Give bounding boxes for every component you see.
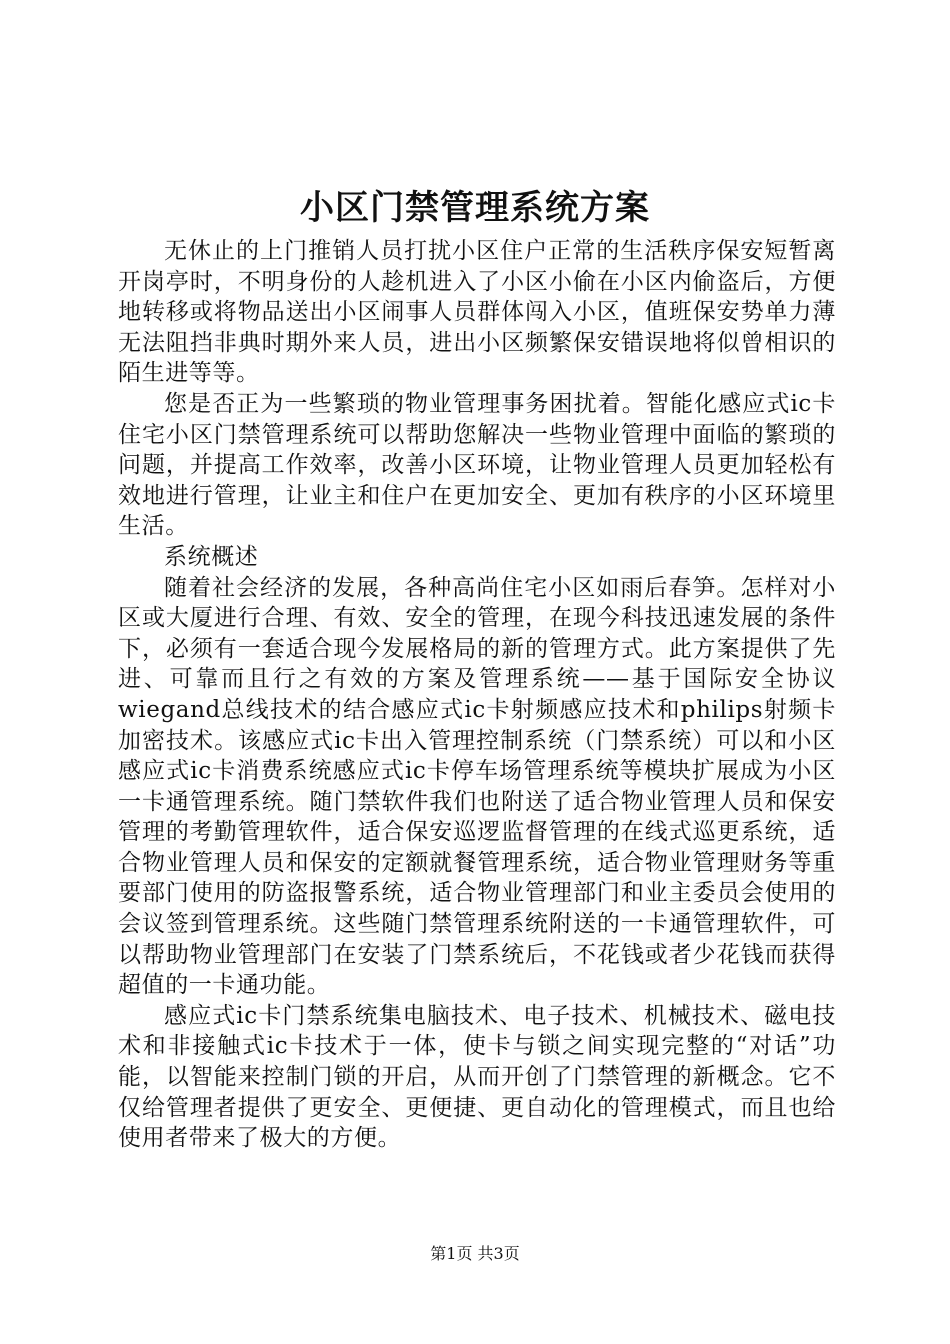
- page-footer: 第1页 共3页: [430, 1244, 520, 1263]
- paragraph-technology: 感应式ic卡门禁系统集电脑技术、电子技术、机械技术、磁电技术和非接触式ic卡技术于一体，使卡与锁之间实现完整的“对话”功能，以智能来控制门锁的开启，从而开创了门禁管理的新概念。它不仅给管理者提供了更安全、更便捷、更自动化的管理模式，而且也给使用者带来了极大的方便。: [118, 1002, 836, 1152]
- paragraph-benefits: 您是否正为一些繁琐的物业管理事务困扰着。智能化感应式ic卡住宅小区门禁管理系统可以帮助您解决一些物业管理中面临的繁琐的问题，并提高工作效率，改善小区环境，让物业管理人员更加轻松有效地进行管理，让业主和住户在更加安全、更加有秩序的小区环境里生活。: [118, 390, 836, 540]
- document-body: [118, 236, 836, 1154]
- paragraph-overview: 随着社会经济的发展，各种高尚住宅小区如雨后春笋。怎样对小区或大厦进行合理、有效、安全的管理，在现今科技迅速发展的条件下，必须有一套适合现今发展格局的新的管理方式。此方案提供了先进、可靠而且行之有效的方案及管理系统——基于国际安全协议wiegand总线技术的结合感应式ic卡射频感应技术和philips射频卡加密技术。该感应式ic卡出入管理控制系统（门禁系统）可以和小区感应式ic卡消费系统感应式ic卡停车场管理系统等模块扩展成为小区一卡通管理系统。随门禁软件我们也附送了适合物业管理人员和保安管理的考勤管理软件，适合保安巡逻监督管理的在线式巡更系统，适合物业管理人员和保安的定额就餐管理系统，适合物业管理财务等重要部门使用的防盗报警系统，适合物业管理部门和业主委员会使用的会议签到管理系统。这些随门禁管理系统附送的一卡通管理软件，可以帮助物业管理部门在安装了门禁系统后，不花钱或者少花钱而获得超值的一卡通功能。: [118, 574, 836, 999]
- page-title: 小区门禁管理系统方案: [300, 188, 650, 228]
- paragraph-intro: 无休止的上门推销人员打扰小区住户正常的生活秩序保安短暂离开岗亭时，不明身份的人趁机进入了小区小偷在小区内偷盗后，方便地转移或将物品送出小区闹事人员群体闯入小区，值班保安势单力薄无法阻挡非典时期外来人员，进出小区频繁保安错误地将似曾相识的陌生进等等。: [118, 238, 836, 387]
- section-heading-overview: 系统概述: [164, 543, 259, 570]
